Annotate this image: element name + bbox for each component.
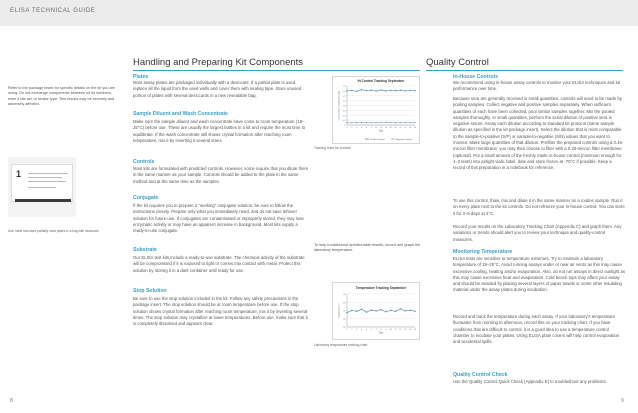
- legend-label: Positive Control: [370, 138, 385, 141]
- left-block-text: Our ELISA test kits include a ready-to-use substrate. The chemical activity of the substrate will be compromised if it is exposed to light or comes into contact with metal. Protect this solution by storing it in a dark container until ready for use.: [133, 255, 305, 273]
- control-tracking-chart-svg: [333, 77, 419, 143]
- data-point: [375, 310, 376, 311]
- left-section-title: Handling and Preparing Kit Components: [133, 57, 304, 68]
- data-point: [414, 311, 415, 312]
- data-point: [351, 310, 352, 311]
- x-tick-label: 18: [394, 127, 397, 129]
- left-block-text: Most kits are formulated with predicted controls. However, some require that you dilute them in the same manner as your sample. Controls should be added to the plate in the same method and at the same time as the samples.: [133, 166, 309, 184]
- right-block-heading: In-House Controls: [453, 74, 498, 80]
- x-axis-label: Day: [378, 331, 384, 335]
- data-point: [371, 309, 372, 310]
- x-tick-label: 14: [384, 127, 388, 129]
- right-block-heading: Monitoring Temperature: [453, 249, 513, 255]
- data-point: [361, 89, 362, 90]
- data-point: [390, 90, 391, 91]
- chart2-caption: Laboratory temperature tracking chart: [314, 343, 368, 347]
- y-tick-label: 20: [343, 318, 346, 321]
- x-tick-label: 10: [374, 127, 378, 129]
- data-point: [390, 122, 391, 123]
- x-tick-label: 5: [365, 329, 368, 331]
- y-tick-label: 0.4: [342, 115, 346, 118]
- data-point: [346, 90, 347, 91]
- data-point: [409, 122, 410, 123]
- x-tick-label: 8: [380, 329, 382, 331]
- data-point: [380, 309, 381, 310]
- page-number-left: 8: [10, 398, 13, 404]
- data-point: [366, 90, 367, 91]
- data-point: [361, 309, 362, 310]
- y-tick-label: 1.4: [342, 90, 346, 93]
- left-block-heading: Substrate: [133, 247, 157, 253]
- right-block-paragraph: Record and track the temperature during each assay. If your laboratory's temperature fluctuates from morning to afternoon, record this on your tracking chart. If you have conditions that are difficult to control, it is a good idea to use a temperature control chamber to incubate your plates. Using ELISA plate covers will help control evaporation and accidental spills.: [453, 314, 620, 345]
- data-point: [405, 90, 406, 91]
- data-point: [361, 122, 362, 123]
- vial-label-line: [28, 177, 62, 178]
- vial-image: [8, 157, 76, 217]
- x-tick-label: 4: [360, 127, 363, 129]
- control-tracking-chart: [332, 76, 420, 144]
- left-block-text: If the kit requires you to prepare a "working" conjugate solution, be sure to follow the instructions closely. Prepare only what you immediately need, and do not save leftover solution for future use. If conjugates are contaminated or improperly stored, they may lose enzymatic activity or may have an apparent increase in background. Most kits supply a ready-to-use conjugate.: [133, 203, 304, 234]
- data-point: [380, 89, 381, 90]
- vial-label: [11, 164, 73, 202]
- data-point: [356, 91, 357, 92]
- data-point: [351, 122, 352, 123]
- data-point: [385, 90, 386, 91]
- data-point: [371, 89, 372, 90]
- x-tick-label: 8: [370, 127, 372, 129]
- data-point: [395, 311, 396, 312]
- x-tick-label: 20: [399, 127, 402, 129]
- data-point: [409, 309, 410, 310]
- right-section-rule: [426, 70, 623, 71]
- x-tick-label: 24: [408, 127, 412, 129]
- data-point: [414, 122, 415, 123]
- x-tick-label: 3: [356, 329, 358, 331]
- left-block-heading: Sample Diluent and Wash Concentrate: [133, 111, 228, 117]
- x-tick-label: 6: [370, 329, 372, 331]
- x-tick-label: 10: [389, 329, 392, 331]
- data-point: [375, 90, 376, 91]
- right-block-paragraph: To use this control, thaw, mix and dilute it in the same manner as a routine sample. Run it on every plate next to the kit controls. Do not refreeze your in-house control. You can store it for 3–5 days at 4°C.: [453, 198, 625, 216]
- data-point: [366, 311, 367, 312]
- vial-label-line: [28, 181, 66, 182]
- sidebar-note: Refer to the package insert for specific details on the kit you are using. Do not exchange components between kit lot numbers, even if kits are of similar type. Test results may be severely and adversely affected.: [8, 86, 116, 106]
- temperature-tracking-chart-svg: [333, 283, 419, 339]
- data-point: [400, 122, 401, 123]
- left-block-heading: Conjugate: [133, 195, 159, 201]
- x-tick-label: 16: [389, 127, 392, 129]
- right-block-paragraph: ELISA tests are sensitive to temperature extremes. Try to maintain a laboratory temperature of 18–25°C. Avoid running assays under or near air vents as this may cause excessive cooling, heating and/or evaporation. Also, do not run assays in direct sunlight as this may cause excessive heat and evaporation. Cold bench tops may affect your assay and should be avoided by placing several layers of paper towels or some other insulating material under the assay plates during incubation.: [453, 256, 625, 293]
- x-tick-label: 12: [379, 127, 383, 129]
- data-point: [371, 122, 372, 123]
- data-point: [405, 122, 406, 123]
- data-point: [395, 122, 396, 123]
- y-axis-label: Control Values (Optical Density): [338, 90, 341, 121]
- header-bar: [0, 0, 638, 26]
- data-point: [351, 90, 352, 91]
- data-point: [366, 122, 367, 123]
- right-block-paragraph: Because sera are generally received in small quantities, controls will need to be made by pooling samples. Collect negative and positive samples separately. When sufficient quantities of each have been collected, pool similar samples together. Mix the pooled samples thoroughly. In small quantities, perform the serial dilution of positive sera in negative serum. Assay each dilution according to standard kit protocol (same sample dilution as specified in the kit package insert). Select the dilution that is most comparable to the sample-to-positive (S/P) or sample-to-negative (S/N) values that you want to monitor. Make large quantities of that dilution. Prefilter the prepared controls using a 0.45-micron filter membrane; you may then choose to filter with a 0.20-micron filter membrane (optional). Put a small amount of the freshly made in-house control (minimum enough for 1–2 tests) into airtight vials, label, date and store frozen at -70°C if possible. Keep a record of this preparation in a notebook for reference.: [453, 96, 624, 171]
- y-tick-label: 26: [343, 294, 346, 296]
- x-tick-label: 26: [413, 127, 417, 129]
- left-block-text: Make sure the sample diluent and wash concentrate have come to room temperature (18–25°C) before use. These are usually the largest bottles in a kit and require the most time to equilibrate. If the wash concentrate still shows crystal formation after reaching room temperature, mix it by inverting it several times.: [133, 119, 306, 143]
- vial-barcode-band: [15, 199, 71, 202]
- data-point: [385, 122, 386, 123]
- y-tick-label: 0: [344, 125, 346, 127]
- header-title: ELISA TECHNICAL GUIDE: [10, 8, 96, 14]
- page-number-right: 9: [621, 398, 624, 404]
- y-tick-label: 18: [343, 327, 346, 329]
- y-tick-label: 0.2: [342, 120, 346, 123]
- chart1-caption: Tracking chart for controls: [314, 146, 351, 150]
- x-axis-label: Day: [378, 129, 384, 133]
- y-tick-label: 0.8: [342, 105, 346, 108]
- data-point: [380, 122, 381, 123]
- left-section-rule: [133, 70, 420, 71]
- vial-label-line: [28, 187, 56, 188]
- y-tick-label: 1.2: [342, 95, 346, 98]
- x-tick-label: 13: [404, 329, 407, 331]
- chart-title: Temperature Tracking September: [355, 286, 407, 290]
- x-tick-label: 12: [399, 329, 402, 331]
- left-block-heading: Controls: [133, 159, 155, 165]
- data-point: [375, 122, 376, 123]
- x-tick-label: 2: [351, 329, 353, 331]
- x-tick-label: 7: [375, 329, 377, 331]
- chart-title: IH Control Tracking September: [357, 79, 405, 83]
- legend-label: Negative Control: [396, 138, 412, 141]
- data-point: [395, 90, 396, 91]
- x-tick-label: 1: [346, 329, 348, 331]
- x-tick-label: 9: [385, 329, 387, 331]
- x-tick-label: 14: [408, 329, 412, 331]
- right-block-paragraph: Use the Quality Control Quick Check (Appendix E) to troubleshoot any problems.: [453, 379, 607, 384]
- data-point: [356, 311, 357, 312]
- x-tick-label: 11: [394, 329, 397, 331]
- right-block-paragraph: Record your results on the Laboratory Tracking Chart (Appendix C) and graph them. Any variations or trends should alert you to review your technique and quality-control measures.: [453, 224, 622, 242]
- right-block-heading: Quality Control Check: [453, 372, 508, 378]
- data-point: [346, 122, 347, 123]
- x-tick-label: 6: [365, 127, 368, 129]
- left-block-text: Be sure to use the stop solution included in the kit. Follow any safety precautions in the package insert. The stop solution should be at room temperature before use. If the stop solution shows crystal formation after reaching room temperature, mix it by inverting several times. The stop solution may crystallize at lower temperatures. Before use, make sure that it is completely dissolved and appears clear.: [133, 296, 308, 327]
- data-point: [346, 312, 347, 313]
- sidebar-image-caption: Use: label and store partially used plates in a bag with desiccant: [8, 229, 99, 233]
- data-point: [390, 310, 391, 311]
- x-tick-label: 4: [360, 329, 363, 331]
- data-point: [385, 311, 386, 312]
- vial-number: 1: [16, 169, 22, 179]
- y-tick-label: 24: [343, 302, 346, 305]
- x-tick-label: 22: [404, 127, 407, 129]
- data-point: [414, 90, 415, 91]
- right-section-title: Quality Control: [426, 57, 489, 68]
- y-axis-label: Temperature °C: [338, 303, 341, 318]
- data-point: [400, 89, 401, 90]
- y-tick-label: 1.0: [342, 100, 346, 103]
- data-point: [356, 122, 357, 123]
- right-block-paragraph: We recommend using in-house assay controls to monitor your ELISA techniques and kit performance over time.: [453, 80, 620, 92]
- y-tick-label: 22: [343, 310, 346, 313]
- left-block-text: Most assay plates are packaged individually with a desiccant. If a partial plate is used, replace all the liquid from the used wells and cover them with sealing tape. Store unused portion of plates with several desiccants in a new resealable bag.: [133, 80, 302, 98]
- left-block-heading: Plates: [133, 74, 149, 80]
- data-point: [405, 310, 406, 311]
- data-point: [400, 308, 401, 309]
- vial-label-line: [28, 173, 68, 174]
- x-tick-label: 1: [346, 127, 348, 129]
- data-point: [409, 90, 410, 91]
- x-tick-label: 2: [351, 127, 353, 129]
- x-tick-label: 3: [356, 127, 358, 129]
- y-tick-label: 0.6: [342, 110, 346, 113]
- temperature-tracking-chart: [332, 282, 420, 340]
- left-block-heading: Stop Solution: [133, 288, 167, 294]
- x-tick-label: 15: [413, 329, 417, 331]
- y-tick-label: 1.6: [342, 86, 346, 88]
- temperature-note: To help troubleshoot questionable results, record and graph the laboratory temperature.: [314, 243, 421, 253]
